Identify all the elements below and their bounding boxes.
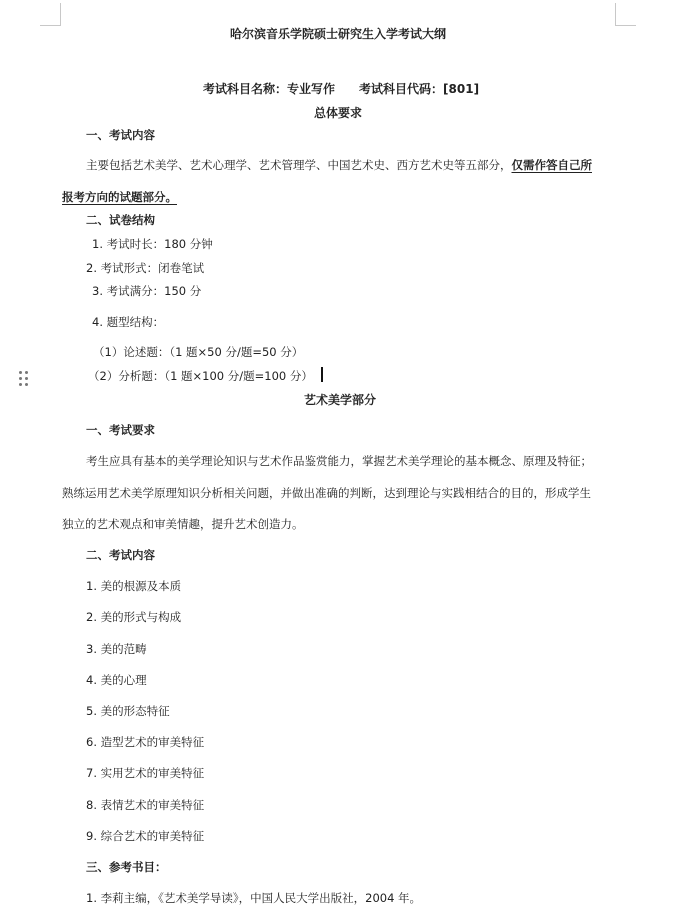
list-item: 6. 造型艺术的审美特征 (86, 735, 205, 749)
emphasis-text: 报考方向的试题部分。 (62, 190, 177, 204)
list-item: 4. 美的心理 (86, 673, 147, 687)
crop-mark-top-right (615, 3, 636, 26)
drag-handle-icon[interactable] (19, 371, 29, 387)
list-item: 3. 考试满分：150 分 (92, 284, 202, 298)
list-item: 1. 美的根源及本质 (86, 579, 182, 593)
reference-item: 1. 李莉主编，《艺术美学导读》，中国人民大学出版社，2004 年。 (86, 891, 422, 905)
document-title: 哈尔滨音乐学院硕士研究生入学考试大纲 (230, 27, 447, 41)
sub-list-item: （1）论述题：（1 题×50 分/题=50 分） (93, 345, 304, 359)
section-heading: 艺术美学部分 (304, 393, 377, 407)
list-item: 3. 美的范畴 (86, 642, 147, 656)
list-item: 1. 考试时长：180 分钟 (92, 237, 213, 251)
section-title: 三、参考书目： (86, 860, 167, 874)
subject-name-label: 考试科目名称： (203, 82, 288, 96)
section-title: 二、考试内容 (86, 548, 155, 562)
paragraph-line: 考生应具有基本的美学理论知识与艺术作品鉴赏能力，掌握艺术美学理论的基本概念、原理及特征； (86, 454, 592, 468)
sub-list-item: （2）分析题：（1 题×100 分/题=100 分） (88, 369, 313, 383)
section-title: 二、试卷结构 (86, 213, 155, 227)
list-item: 8. 表情艺术的审美特征 (86, 798, 205, 812)
list-item: 7. 实用艺术的审美特征 (86, 766, 205, 780)
section-title: 一、考试内容 (86, 128, 155, 142)
list-item: 2. 考试形式：闭卷笔试 (86, 261, 205, 275)
paragraph-line: 熟练运用艺术美学原理知识分析相关问题，并做出准确的判断，达到理论与实践相结合的目的，形成学生 (62, 486, 591, 500)
crop-mark-top-left (40, 3, 61, 26)
subject-line (203, 80, 479, 97)
list-item: 4. 题型结构： (92, 315, 165, 329)
section-title: 一、考试要求 (86, 423, 155, 437)
emphasis-text: 仅需作答自己所 (511, 158, 592, 172)
subject-name-value: 专业写作 (287, 82, 336, 96)
text-cursor (321, 367, 323, 382)
list-item: 5. 美的形态特征 (86, 704, 170, 718)
paragraph-line: 独立的艺术观点和审美情趣，提升艺术创造力。 (62, 517, 304, 531)
list-item: 2. 美的形式与构成 (86, 610, 182, 624)
subject-code-label: 考试科目代码： (359, 82, 444, 96)
general-heading: 总体要求 (314, 106, 363, 120)
subject-code-value: [801] (443, 82, 480, 96)
list-item: 9. 综合艺术的审美特征 (86, 829, 205, 843)
paragraph-line: 主要包括艺术美学、艺术心理学、艺术管理学、中国艺术史、西方艺术史等五部分，仅需作答自己所 (86, 158, 592, 172)
